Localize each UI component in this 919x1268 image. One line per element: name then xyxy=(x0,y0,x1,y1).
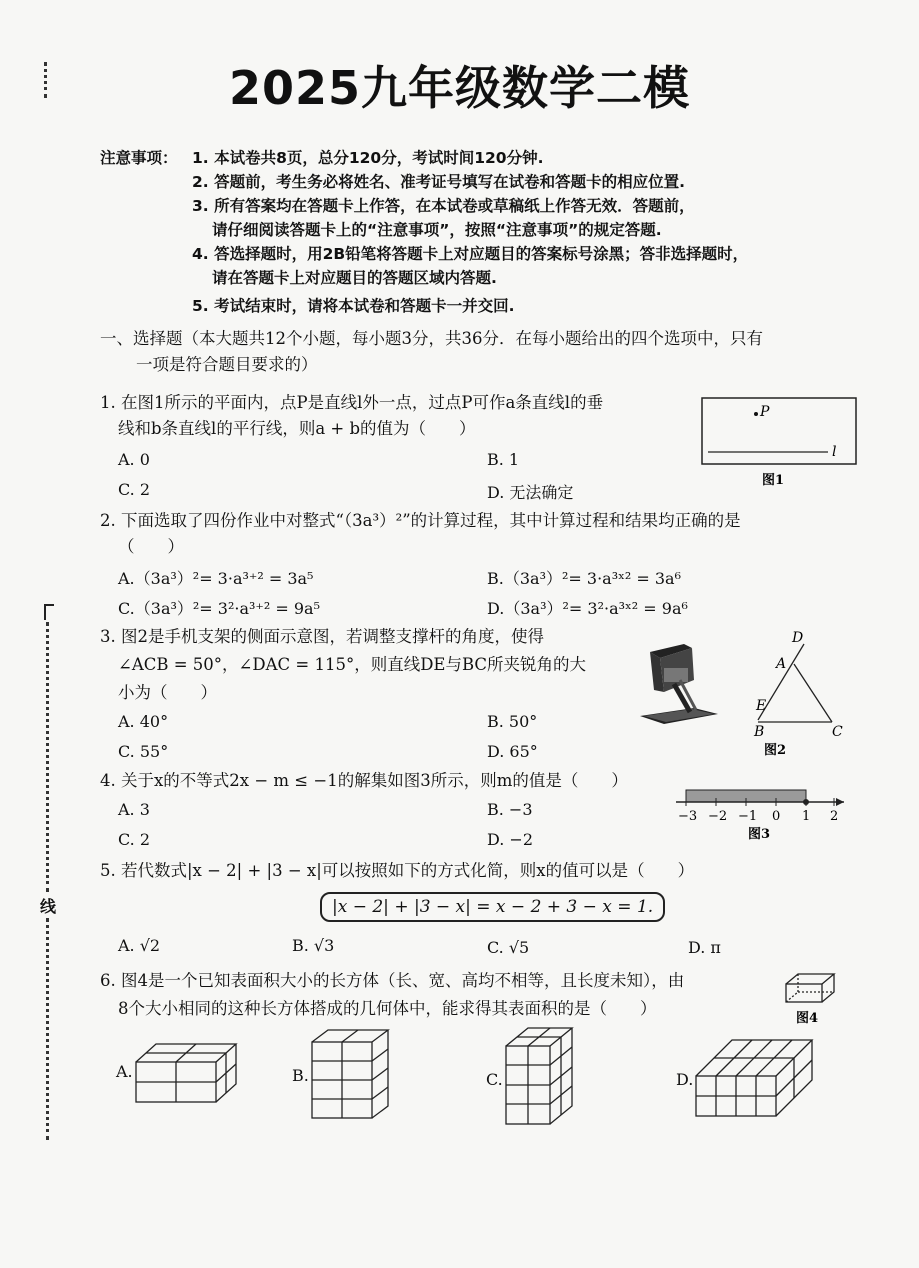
tick-label: 0 xyxy=(772,809,781,824)
option-a-blocks xyxy=(132,1040,242,1106)
binding-bracket xyxy=(44,604,54,620)
tick-label: −1 xyxy=(738,809,758,824)
question-3-stem-cont: ∠ACB = 50°，∠DAC = 115°，则直线DE与BC所夹锐角的大 xyxy=(118,655,587,674)
fig2-label: A xyxy=(776,656,787,672)
notice-line: 1. 本试卷共8页，总分120分，考试时间120分钟. xyxy=(192,149,544,167)
notice-label: 注意事项： xyxy=(100,149,178,167)
option-b-blocks xyxy=(308,1026,394,1122)
fig3-caption: 图3 xyxy=(748,827,771,842)
section-heading-cont: 一项是符合题目要求的） xyxy=(136,355,318,374)
binding-label: 线 xyxy=(40,897,57,916)
question-5-stem: 5. 若代数式|x − 2| + |3 − x|可以按照如下的方式化简，则x的值可以是（ ） xyxy=(100,861,695,880)
fig2-caption: 图2 xyxy=(764,743,787,758)
tick-label: 2 xyxy=(830,809,839,824)
option-d: D. xyxy=(676,1070,694,1089)
notice-line: 请在答题卡上对应题目的答题区域内答题. xyxy=(212,269,497,287)
notice-line: 5. 考试结束时，请将本试卷和答题卡一并交回. xyxy=(192,297,515,315)
figure-2 xyxy=(740,628,850,760)
fig1-caption: 图1 xyxy=(762,473,785,488)
option-c: C. 2 xyxy=(118,480,151,499)
question-3-stem: 3. 图2是手机支架的侧面示意图，若调整支撑杆的角度，使得 xyxy=(100,627,544,646)
option-a: A. 3 xyxy=(118,800,150,819)
tick-label: −2 xyxy=(708,809,728,824)
section-heading: 一、选择题（本大题共12个小题，每小题3分，共36分．在每小题给出的四个选项中，只有 xyxy=(100,329,763,348)
question-3-stem-cont: 小为（ ） xyxy=(118,683,217,702)
option-b: B. 1 xyxy=(487,450,520,469)
option-b: B. xyxy=(292,1066,309,1085)
option-b: B.（3a³）²= 3·a³ˣ² = 3a⁶ xyxy=(487,569,682,588)
figure-1 xyxy=(700,396,860,490)
simplification-box: |x − 2| + |3 − x| = x − 2 + 3 − x = 1. xyxy=(320,892,665,922)
option-c: C.（3a³）²= 3²·a³⁺² = 9a⁵ xyxy=(118,599,321,618)
option-a: A. 0 xyxy=(118,450,150,469)
option-c: C. 55° xyxy=(118,742,169,761)
notice-line: 2. 答题前，考生务必将姓名、准考证号填写在试卷和答题卡的相应位置. xyxy=(192,173,685,191)
fig2-label: B xyxy=(754,724,765,740)
fig2-label: E xyxy=(756,698,767,714)
option-d: D.（3a³）²= 3²·a³ˣ² = 9a⁶ xyxy=(487,599,688,618)
option-a: A.（3a³）²= 3·a³⁺² = 3a⁵ xyxy=(118,569,314,588)
option-d: D. π xyxy=(688,938,721,957)
fig1-point-label: P xyxy=(760,404,770,420)
option-c: C. 2 xyxy=(118,830,151,849)
figure-3-number-line xyxy=(672,784,850,844)
tick-label: 1 xyxy=(802,809,811,824)
fig4-caption: 图4 xyxy=(796,1011,819,1026)
notice-line: 4. 答选择题时，用2B铅笔将答题卡上对应题目的答案标号涂黑；答非选择题时， xyxy=(192,245,749,263)
option-d: D. −2 xyxy=(487,830,534,849)
question-1-stem: 1. 在图1所示的平面内，点P是直线l外一点，过点P可作a条直线l的垂 xyxy=(100,393,604,412)
binding-dotted-line-lower xyxy=(46,918,49,1140)
question-1-stem-cont: 线和b条直线l的平行线，则a + b的值为（ ） xyxy=(118,419,476,438)
tick-label: −3 xyxy=(678,809,698,824)
option-b: B. √3 xyxy=(292,936,335,955)
option-d: D. 65° xyxy=(487,742,538,761)
option-b: B. −3 xyxy=(487,800,533,819)
page-title: 2025九年级数学二模 xyxy=(228,61,691,115)
question-6-stem-cont: 8个大小相同的这种长方体搭成的几何体中，能求得其表面积的是（ ） xyxy=(118,999,657,1018)
question-2-stem: 2. 下面选取了四份作业中对整式“（3a³）²”的计算过程，其中计算过程和结果均正确的是 xyxy=(100,511,741,530)
phone-stand-image xyxy=(634,640,724,730)
option-d-blocks xyxy=(692,1036,824,1122)
option-d: D. 无法确定 xyxy=(487,483,574,502)
binding-dotted-line xyxy=(46,622,49,892)
option-b: B. 50° xyxy=(487,712,538,731)
binding-tick xyxy=(44,62,50,98)
question-6-stem: 6. 图4是一个已知表面积大小的长方体（长、宽、高均不相等，且长度未知），由 xyxy=(100,971,685,990)
fig2-label: C xyxy=(832,724,843,740)
question-2-stem-cont: （ ） xyxy=(118,537,184,556)
fig1-line-label: l xyxy=(832,444,837,460)
fig2-label: D xyxy=(792,630,804,646)
option-c-blocks xyxy=(502,1024,580,1128)
option-a: A. √2 xyxy=(118,936,161,955)
notice-line: 3. 所有答案均在答题卡上作答，在本试卷或草稿纸上作答无效．答题前， xyxy=(192,197,695,215)
figure-4-cuboid xyxy=(782,970,842,1028)
option-c: C. √5 xyxy=(487,938,530,957)
option-c: C. xyxy=(486,1070,503,1089)
question-4-stem: 4. 关于x的不等式2x − m ≤ −1的解集如图3所示，则m的值是（ ） xyxy=(100,771,628,790)
option-a: A. 40° xyxy=(118,712,169,731)
option-a: A. xyxy=(116,1062,133,1081)
notice-line: 请仔细阅读答题卡上的“注意事项”，按照“注意事项”的规定答题. xyxy=(212,221,662,239)
